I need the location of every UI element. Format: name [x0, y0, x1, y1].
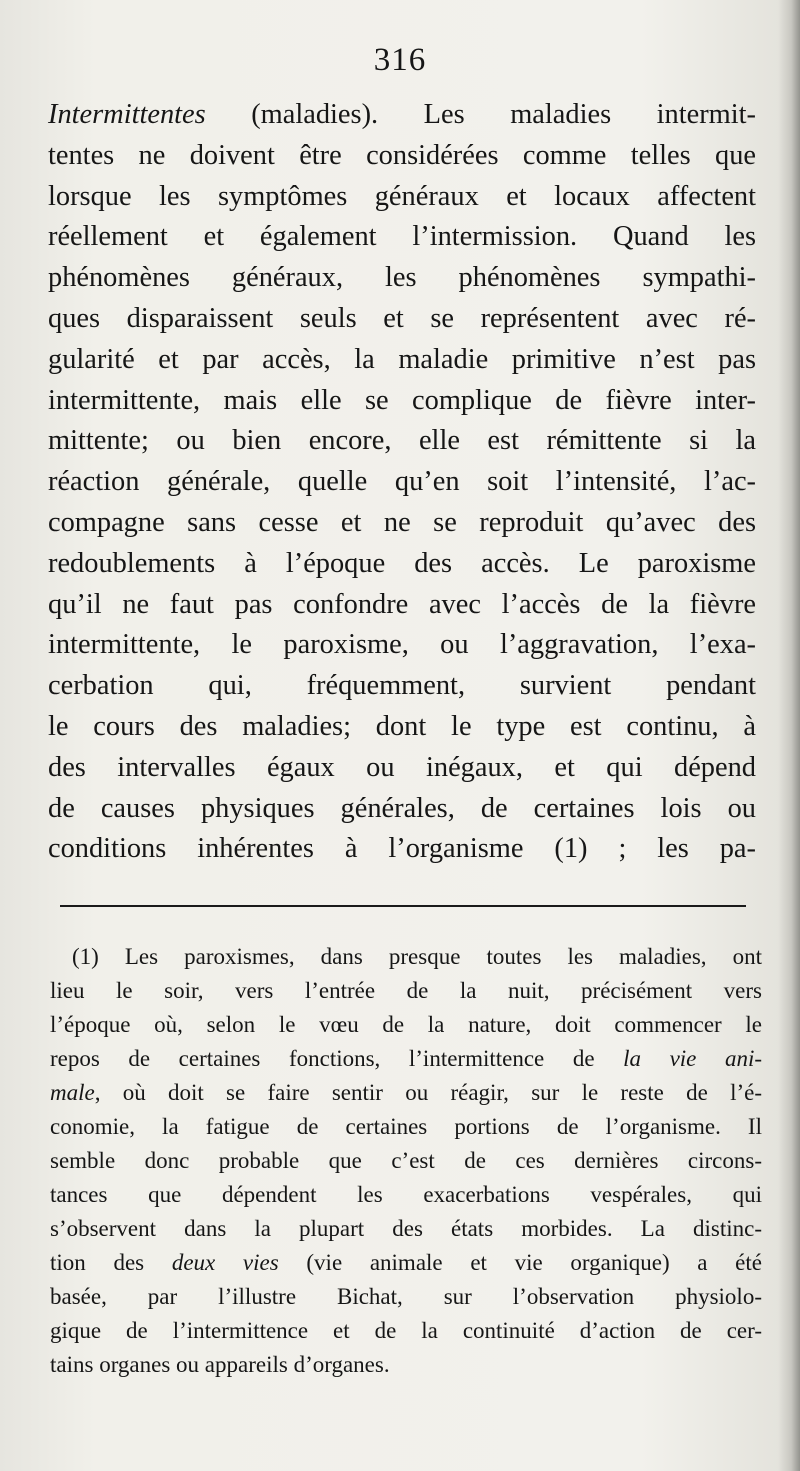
footnote-line: tances que dépendent les exacerbations vespérales, qui — [50, 1182, 762, 1207]
footnote-line: tion des deux vies (vie animale et vie organique) a été — [50, 1250, 762, 1275]
text-line: qu’il ne faut pas confondre avec l’accès de la fièvre — [48, 588, 756, 620]
text-line: de causes physiques générales, de certaines lois ou — [48, 792, 756, 824]
footnote-line: tains organes ou appareils d’organes. — [50, 1352, 390, 1377]
text-line: gularité et par accès, la maladie primitive n’est pas — [48, 343, 756, 375]
text-line: mittente; ou bien encore, elle est rémittente si la — [48, 425, 756, 457]
text-line: réellement et également l’intermission. Quand les — [48, 221, 756, 253]
text-line: le cours des maladies; dont le type est continu, à — [48, 710, 756, 742]
text-line: lorsque les symptômes généraux et locaux affectent — [48, 180, 756, 212]
footnote-line: semble donc probable que c’est de ces dernières circons- — [50, 1148, 762, 1173]
page-gutter-shadow — [778, 0, 800, 1471]
text-line: des intervalles égaux ou inégaux, et qui dépend — [48, 751, 756, 783]
text-line: ques disparaissent seuls et se représentent avec ré- — [48, 302, 756, 334]
text-line: Intermittentes (maladies). Les maladies intermit- — [48, 99, 756, 130]
text-line: phénomènes généraux, les phénomènes sympathi- — [48, 262, 756, 294]
text-line: redoublements à l’époque des accès. Le paroxisme — [48, 547, 756, 579]
text-line: réaction générale, quelle qu’en soit l’intensité, l’ac- — [48, 466, 756, 498]
text-line: tentes ne doivent être considérées comme telles que — [48, 139, 756, 171]
footnote-line: conomie, la fatigue de certaines portions de l’organisme. Il — [50, 1114, 762, 1139]
text-line: compagne sans cesse et ne se reproduit qu’avec des — [48, 506, 756, 538]
footnote-line: male, où doit se faire sentir ou réagir, sur le reste de l’é- — [50, 1080, 762, 1105]
footnote-line: (1) Les paroxismes, dans presque toutes les maladies, ont — [72, 944, 762, 969]
footnote-line: basée, par l’illustre Bichat, sur l’observation physiolo- — [50, 1284, 762, 1309]
page-number: 316 — [373, 42, 427, 78]
footnote-line: repos de certaines fonctions, l’intermittence de la vie ani- — [50, 1046, 762, 1071]
text-line: intermittente, mais elle se complique de fièvre inter- — [48, 384, 756, 416]
footnote-line: lieu le soir, vers l’entrée de la nuit, précisément vers — [50, 978, 762, 1003]
text-line: intermittente, le paroxisme, ou l’aggravation, l’exa- — [48, 629, 756, 661]
footnote-line: l’époque où, selon le vœu de la nature, doit commencer le — [50, 1012, 762, 1037]
text-line: conditions inhérentes à l’organisme (1) ; les pa- — [48, 833, 756, 865]
footnote-line: s’observent dans la plupart des états morbides. La distinc- — [50, 1216, 762, 1241]
text-line: cerbation qui, fréquemment, survient pendant — [48, 670, 756, 702]
main-text — [48, 95, 756, 870]
footnote — [50, 940, 762, 1382]
footnote-separator — [60, 905, 746, 907]
footnote-line: gique de l’intermittence et de la continuité d’action de cer- — [50, 1318, 762, 1343]
